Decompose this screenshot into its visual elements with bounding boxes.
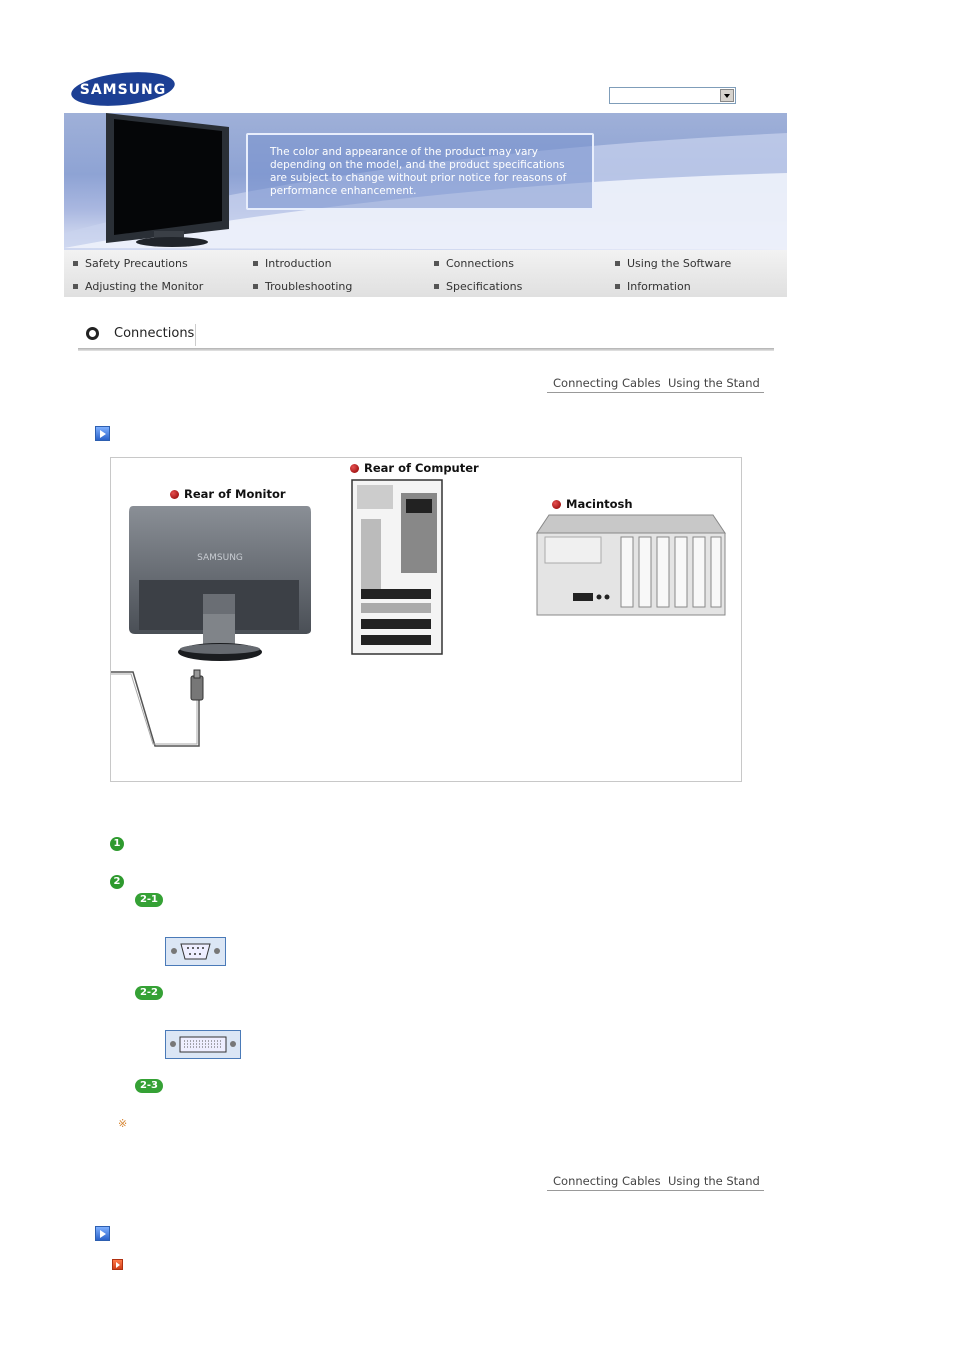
nav-troubleshooting[interactable]: Troubleshooting [253, 280, 352, 293]
subnav-connecting-cables[interactable]: Connecting Cables [553, 376, 661, 390]
subnav-connecting-cables[interactable]: Connecting Cables [553, 1174, 661, 1188]
section-arrow-icon [95, 1226, 110, 1241]
chevron-down-icon[interactable] [720, 89, 734, 102]
subnav-bottom [547, 1174, 764, 1191]
nav-information[interactable]: Information [615, 280, 691, 293]
banner-notice [246, 133, 594, 210]
dvi-port-icon [165, 1030, 241, 1059]
monitor-brand: SAMSUNG [197, 553, 243, 563]
title-divider [195, 324, 196, 346]
d-sub-port-icon [165, 937, 226, 966]
nav-using-the-software[interactable]: Using the Software [615, 257, 731, 270]
rear-of-computer-label: Rear of Computer [350, 461, 479, 475]
nav-specifications[interactable]: Specifications [434, 280, 522, 293]
computer-rear-image [351, 479, 443, 655]
d-sub-connector [166, 938, 225, 965]
section-circle-icon [86, 327, 99, 340]
monitor-image [106, 113, 229, 247]
section-arrow-icon [95, 426, 110, 441]
step-2-2-badge: 2-2 [135, 986, 163, 1000]
monitor-rear-image [125, 502, 315, 664]
step-2-1-badge: 2-1 [135, 893, 163, 907]
section-underline [78, 348, 774, 351]
nav-introduction[interactable]: Introduction [253, 257, 332, 270]
dvi-connector [166, 1031, 240, 1058]
logo-text: SAMSUNG [79, 82, 167, 98]
main-nav [64, 250, 787, 297]
samsung-logo [70, 71, 176, 107]
step-2-3-badge: 2-3 [135, 1079, 163, 1093]
subnav-using-the-stand[interactable]: Using the Stand [668, 376, 760, 390]
orange-arrow-icon [112, 1259, 123, 1270]
nav-adjusting-the-monitor[interactable]: Adjusting the Monitor [73, 280, 203, 293]
step-1-badge: 1 [110, 837, 124, 851]
language-select[interactable] [609, 87, 736, 104]
subnav-top [547, 376, 764, 393]
power-cable-image [111, 668, 211, 750]
subnav-using-the-stand[interactable]: Using the Stand [668, 1174, 760, 1188]
banner-notice-text: The color and appearance of the product may vary depending on the model, and the product specifications are subject to change without prior notice for reasons of performance enhancement. [270, 146, 567, 197]
nav-connections[interactable]: Connections [434, 257, 514, 270]
step-2-badge: 2 [110, 875, 124, 889]
macintosh-image [535, 513, 727, 617]
nav-safety-precautions[interactable]: Safety Precautions [73, 257, 188, 270]
macintosh-label: Macintosh [552, 497, 633, 511]
note-mark-icon: ※ [118, 1117, 128, 1130]
page-title: Connections [114, 326, 195, 341]
rear-of-monitor-label: Rear of Monitor [170, 487, 286, 501]
